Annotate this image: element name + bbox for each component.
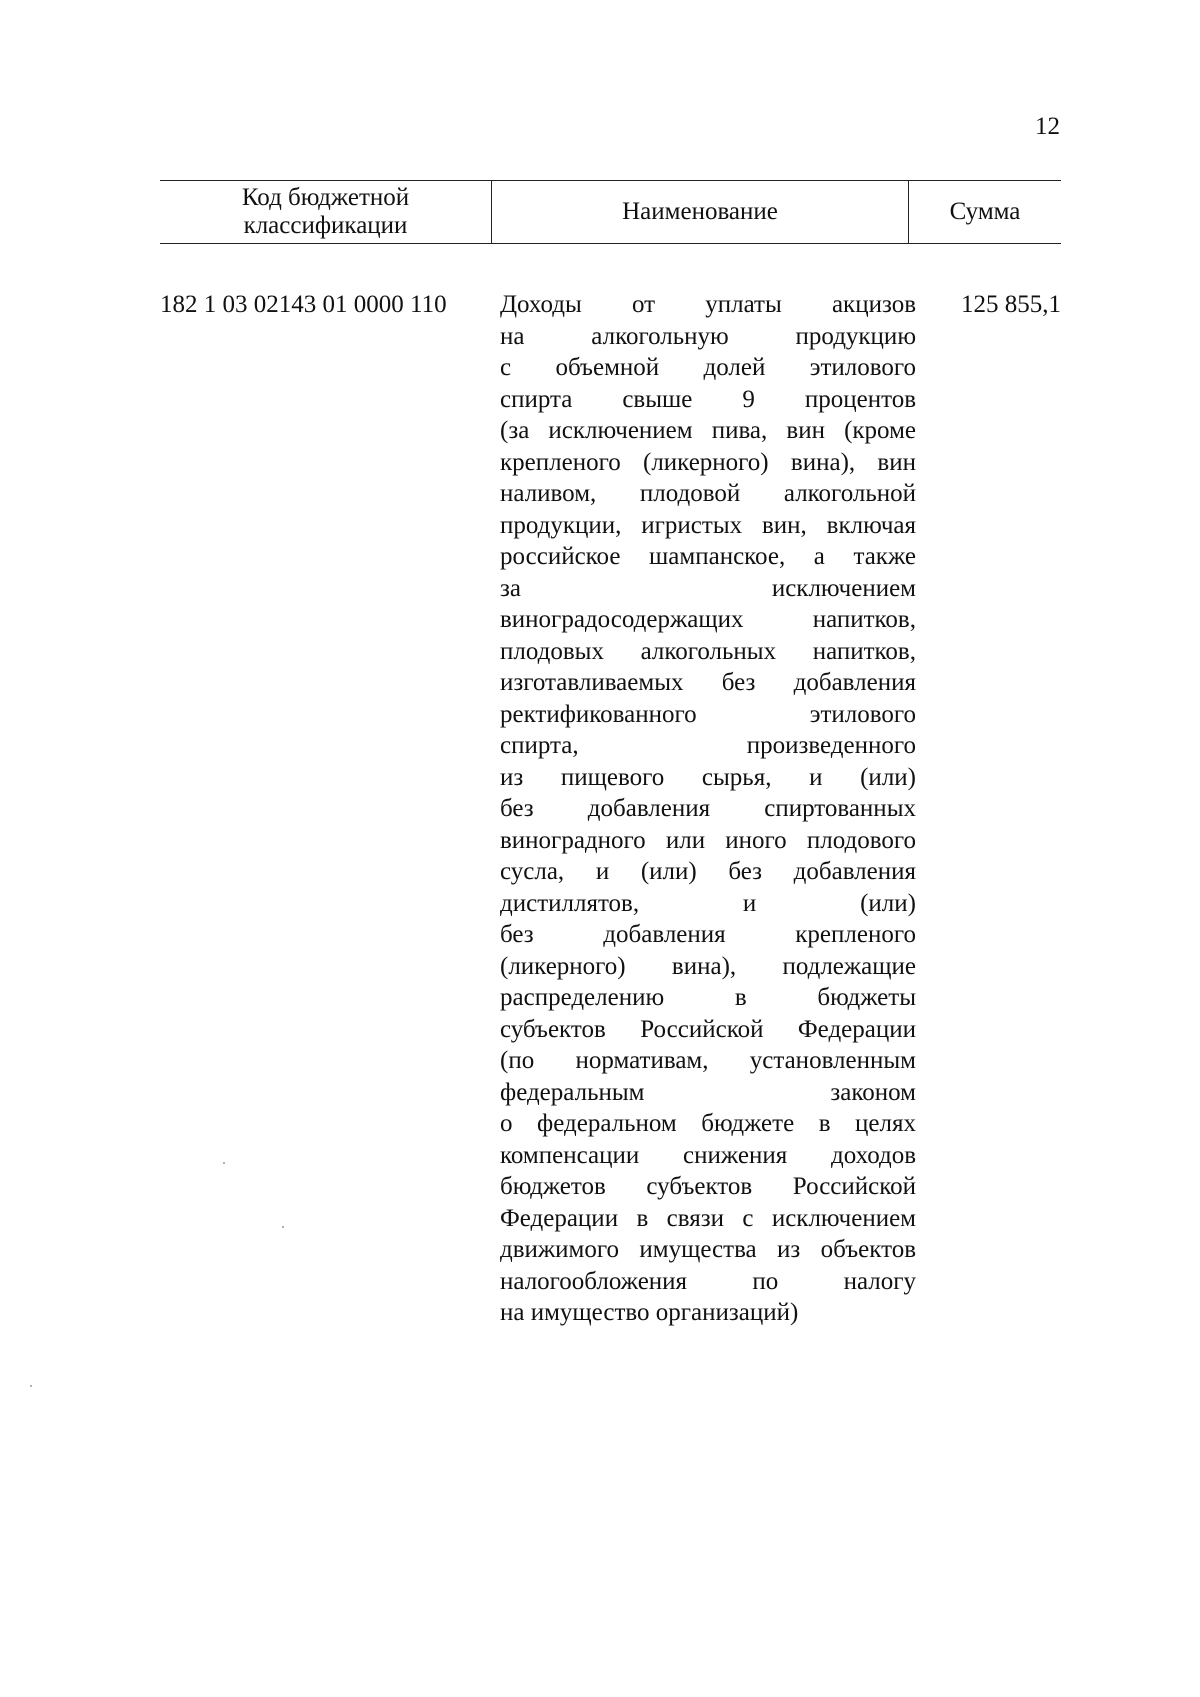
row-name-line: субъектов Российской Федерации xyxy=(500,1015,916,1043)
row-name-line: продукции, игристых вин, включая xyxy=(500,511,916,539)
row-name-line: (ликерного) вина), подлежащие xyxy=(500,952,916,980)
row-name-line: сусла, и (или) без добавления xyxy=(500,858,916,885)
row-name-line: из пищевого сырья, и (или) xyxy=(500,763,916,791)
row-name xyxy=(500,289,916,1329)
row-name-line: Доходы от уплаты акцизов xyxy=(500,291,916,318)
row-name-line: без добавления крепленого xyxy=(500,921,916,948)
row-name-line: на алкогольную продукцию xyxy=(500,322,916,350)
row-name-line: крепленого (ликерного) вина), вин xyxy=(500,448,916,476)
row-name-line: плодовых алкогольных напитков, xyxy=(500,637,916,665)
row-name-line: с объемной долей этилового xyxy=(500,354,916,381)
row-name-line: компенсации снижения доходов xyxy=(500,1141,916,1169)
row-name-line: виноградного или иного плодового xyxy=(500,826,916,854)
scan-speck xyxy=(223,1162,225,1164)
row-sum: 125 855,1 xyxy=(961,291,1061,318)
scan-speck xyxy=(282,1226,284,1228)
row-name-line: федеральным законом xyxy=(500,1078,916,1106)
row-name-line: о федеральном бюджете в целях xyxy=(500,1110,916,1137)
row-name-line: виноградосодержащих напитков, xyxy=(500,606,916,633)
row-name-line: российское шампанское, а также xyxy=(500,543,916,570)
row-name-line: (за исключением пива, вин (кроме xyxy=(500,417,916,444)
row-name-line: за исключением xyxy=(500,574,916,602)
header-name: Наименование xyxy=(492,181,909,243)
row-name-line: распределению в бюджеты xyxy=(500,984,916,1011)
row-name-line: ректификованного этилового xyxy=(500,700,916,728)
scan-speck xyxy=(30,1385,32,1387)
page-number: 12 xyxy=(1035,113,1060,140)
row-name-line: налогообложения по налогу xyxy=(500,1267,916,1295)
row-name-line: дистиллятов, и (или) xyxy=(500,889,916,917)
row-name-line: движимого имущества из объектов xyxy=(500,1236,916,1263)
row-code: 182 1 03 02143 01 0000 110 xyxy=(160,291,447,318)
row-name-line: на имущество организаций) xyxy=(500,1299,799,1326)
row-name-line: изготавливаемых без добавления xyxy=(500,669,916,696)
table-header xyxy=(160,180,1061,244)
row-name-line: спирта, произведенного xyxy=(500,732,916,759)
row-name-line: (по нормативам, установленным xyxy=(500,1047,916,1074)
row-name-line: бюджетов субъектов Российской xyxy=(500,1173,916,1200)
row-name-line: спирта свыше 9 процентов xyxy=(500,385,916,413)
header-sum: Сумма xyxy=(949,198,1021,225)
header-code: Код бюджетной классификации xyxy=(160,181,492,243)
row-name-line: без добавления спиртованных xyxy=(500,795,916,822)
row-name-line: наливом, плодовой алкогольной xyxy=(500,480,916,507)
row-name-line: Федерации в связи с исключением xyxy=(500,1204,916,1232)
